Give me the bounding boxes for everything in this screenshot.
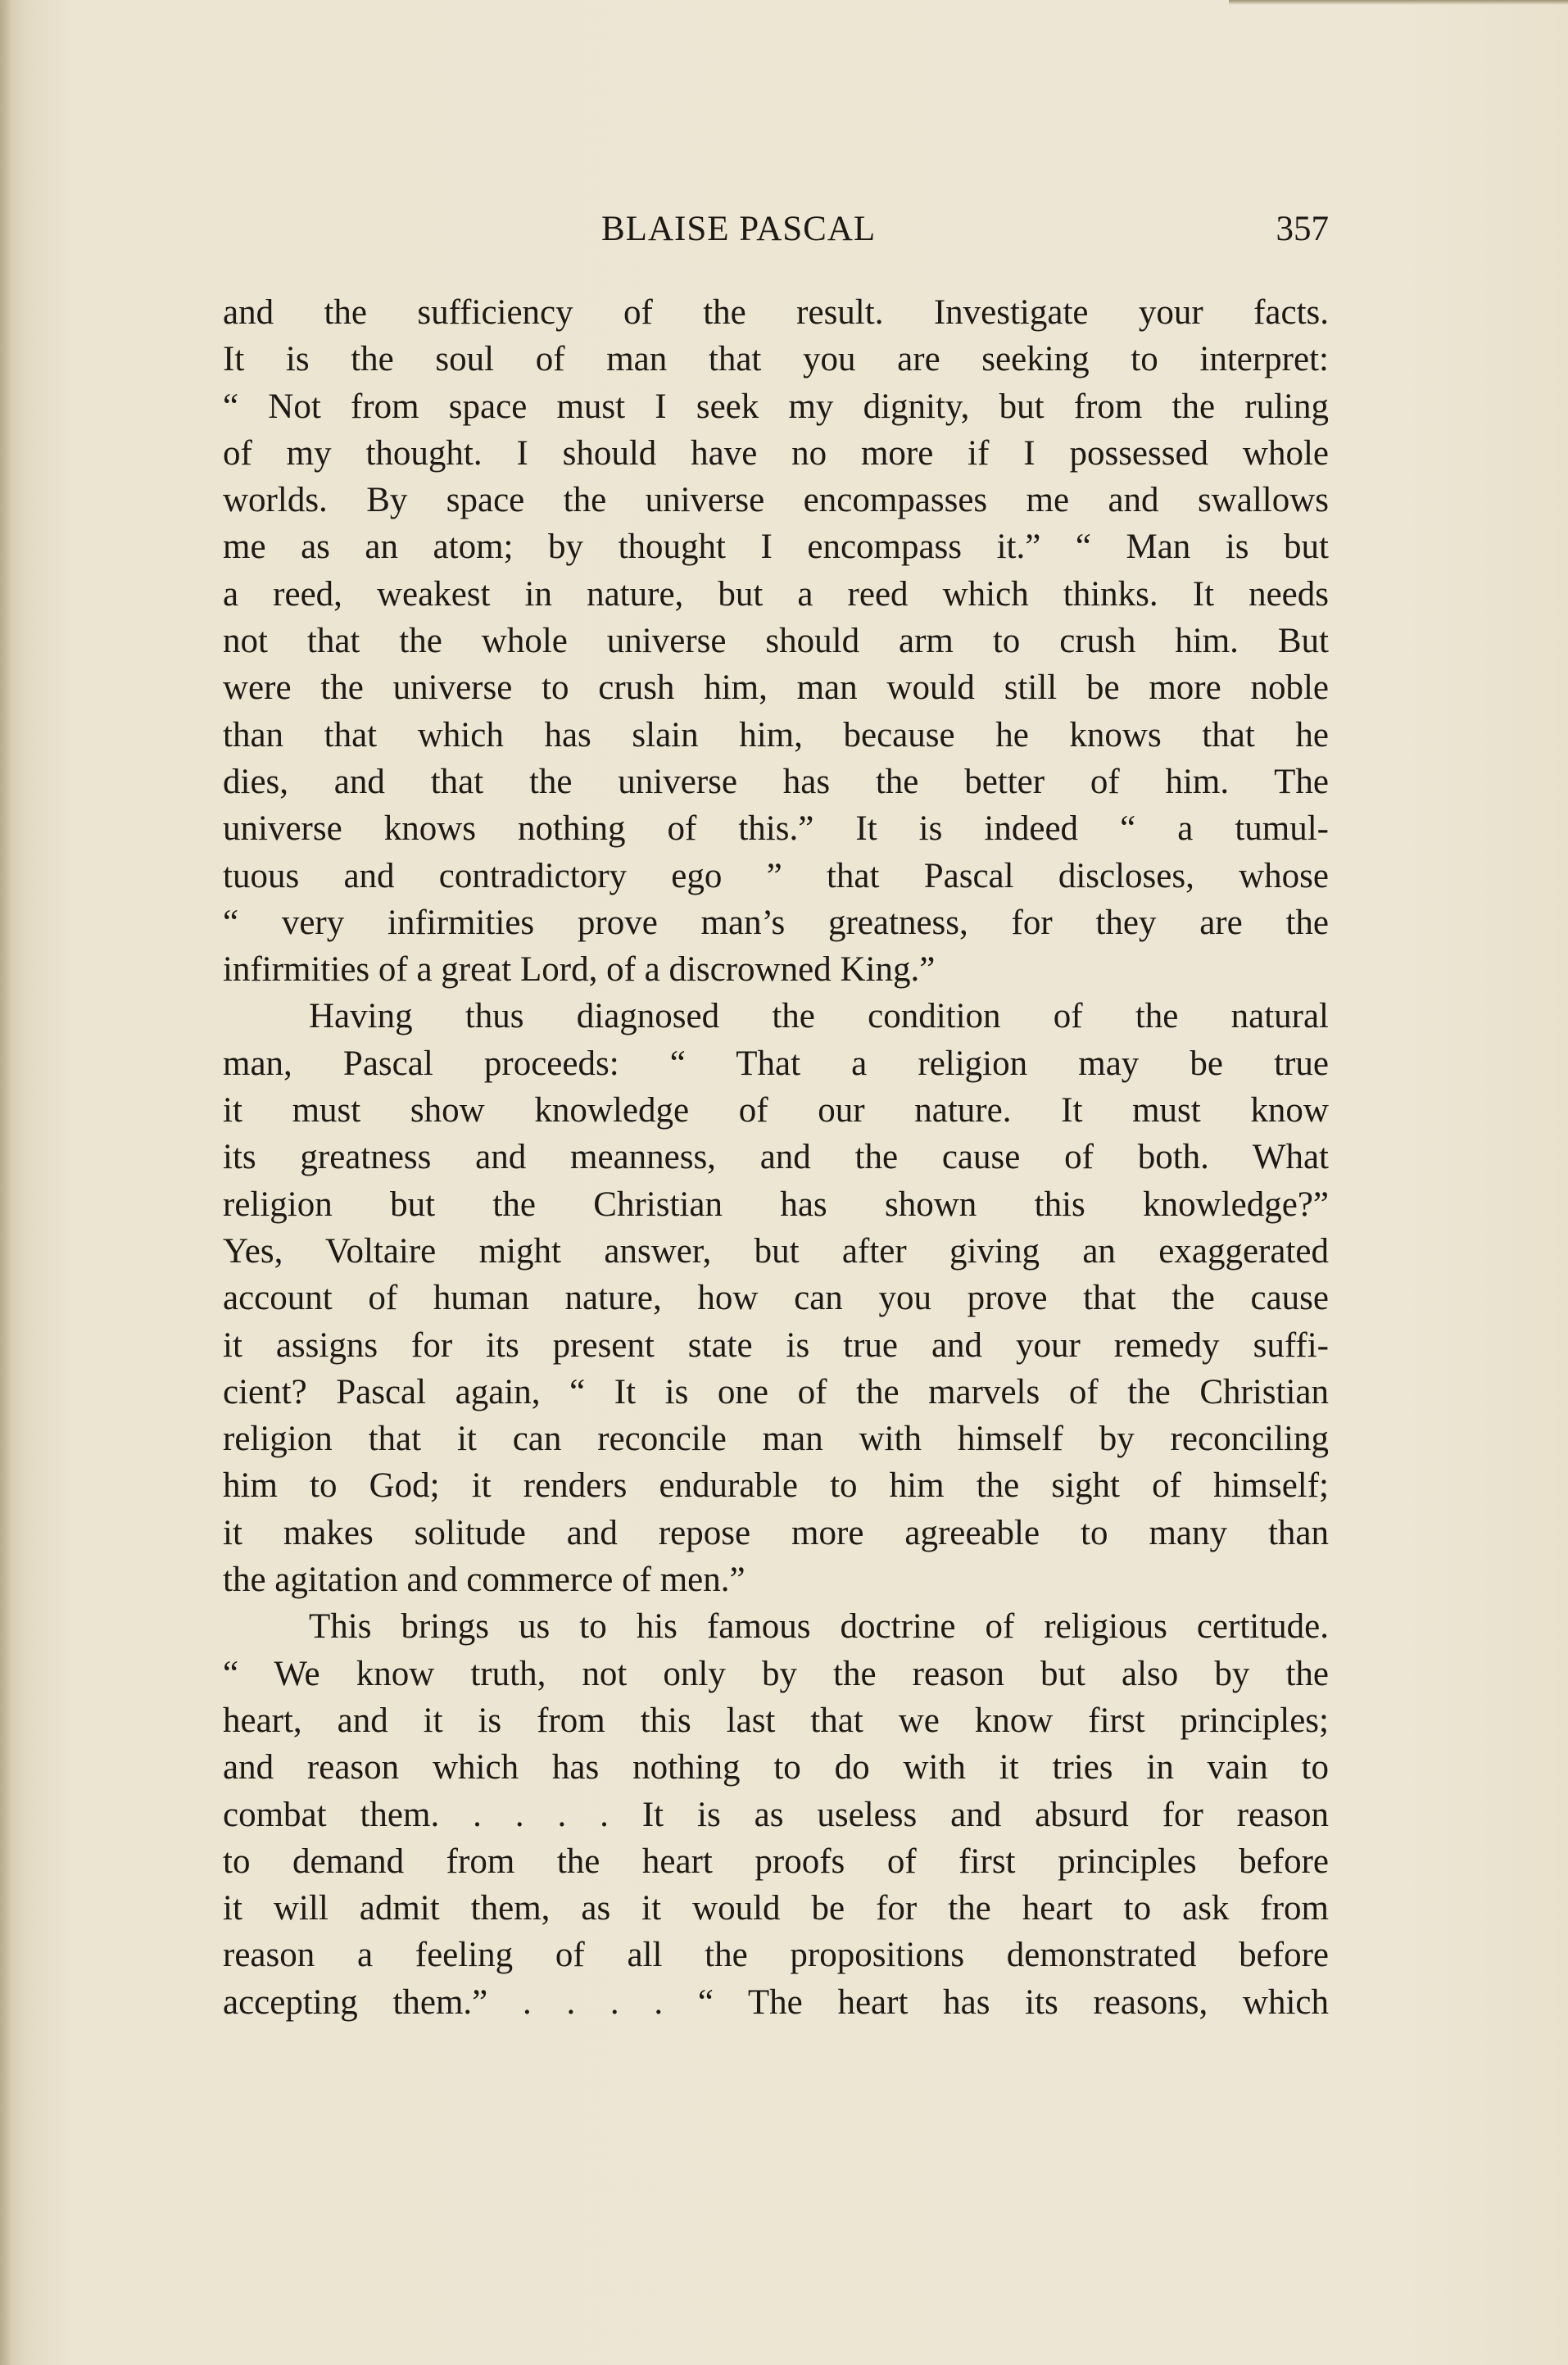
paragraph-first-line: Having thus diagnosed the condition of the natural (309, 997, 1329, 1036)
text-line: worlds. By space the universe encompasses me and swallows (223, 481, 1329, 520)
running-header (223, 209, 1329, 266)
text-line: were the universe to crush him, man would still be more noble (223, 668, 1329, 708)
text-line: heart, and it is from this last that we know first principles; (223, 1701, 1329, 1740)
text-line: me as an atom; by thought I encompass it.” “ Man is but (223, 528, 1329, 567)
text-line: tuous and contradictory ego ” that Pascal discloses, whose (223, 856, 1329, 895)
text-line: of my thought. I should have no more if I possessed whole (223, 433, 1329, 473)
text-line: “ We know truth, not only by the reason but also by the (223, 1654, 1329, 1693)
text-line: universe knows nothing of this.” It is indeed “ a tumul- (223, 809, 1329, 849)
text-line: combat them. . . . . It is as useless and absurd for reason (223, 1795, 1329, 1834)
text-line: account of human nature, how can you prove that the cause (223, 1279, 1329, 1318)
page-gutter-shadow (0, 0, 11, 2365)
paragraph-first-line: This brings us to his famous doctrine of religious certitude. (309, 1607, 1329, 1647)
text-line: Yes, Voltaire might answer, but after giving an exaggerated (223, 1231, 1329, 1271)
text-line: reason a feeling of all the propositions demonstrated before (223, 1936, 1329, 1975)
text-line: “ Not from space must I seek my dignity, but from the ruling (223, 387, 1329, 426)
page-number: 357 (1276, 210, 1329, 248)
body-text (223, 289, 1329, 2026)
text-line: it makes solitude and repose more agreeable to many than (223, 1513, 1329, 1552)
text-line: man, Pascal proceeds: “ That a religion may be true (223, 1044, 1329, 1083)
text-line: dies, and that the universe has the better of him. The (223, 762, 1329, 801)
text-line: “ very infirmities prove man’s greatness, for they are the (223, 903, 1329, 942)
text-line: a reed, weakest in nature, but a reed which thinks. It needs (223, 574, 1329, 614)
text-line: him to God; it renders endurable to him the sight of himself; (223, 1466, 1329, 1506)
text-line: cient? Pascal again, “ It is one of the marvels of the Christian (223, 1372, 1329, 1411)
paragraph-end-line: infirmities of a great Lord, of a discrowned King.” (223, 950, 936, 990)
text-line: it must show knowledge of our nature. It must know (223, 1091, 1329, 1130)
text-line: to demand from the heart proofs of first principles before (223, 1842, 1329, 1881)
page-top-edge (1229, 0, 1568, 5)
text-line: religion that it can reconcile man with himself by reconciling (223, 1420, 1329, 1459)
paragraph-end-line: the agitation and commerce of men.” (223, 1561, 745, 1600)
text-line: than that which has slain him, because he knows that he (223, 715, 1329, 754)
text-line: it will admit them, as it would be for the heart to ask from (223, 1889, 1329, 1928)
text-line: It is the soul of man that you are seeking to interpret: (223, 340, 1329, 379)
text-line: religion but the Christian has shown this knowledge?” (223, 1185, 1329, 1224)
running-title: BLAISE PASCAL (601, 210, 877, 248)
text-line: its greatness and meanness, and the cause of both. What (223, 1138, 1329, 1177)
text-line: accepting them.” . . . . “ The heart has its reasons, which (223, 1982, 1329, 2022)
text-line: and reason which has nothing to do with it tries in vain to (223, 1748, 1329, 1787)
text-line: it assigns for its present state is true and your remedy suffi- (223, 1325, 1329, 1365)
text-line: not that the whole universe should arm to crush him. But (223, 622, 1329, 661)
text-line: and the sufficiency of the result. Investigate your facts. (223, 293, 1329, 332)
